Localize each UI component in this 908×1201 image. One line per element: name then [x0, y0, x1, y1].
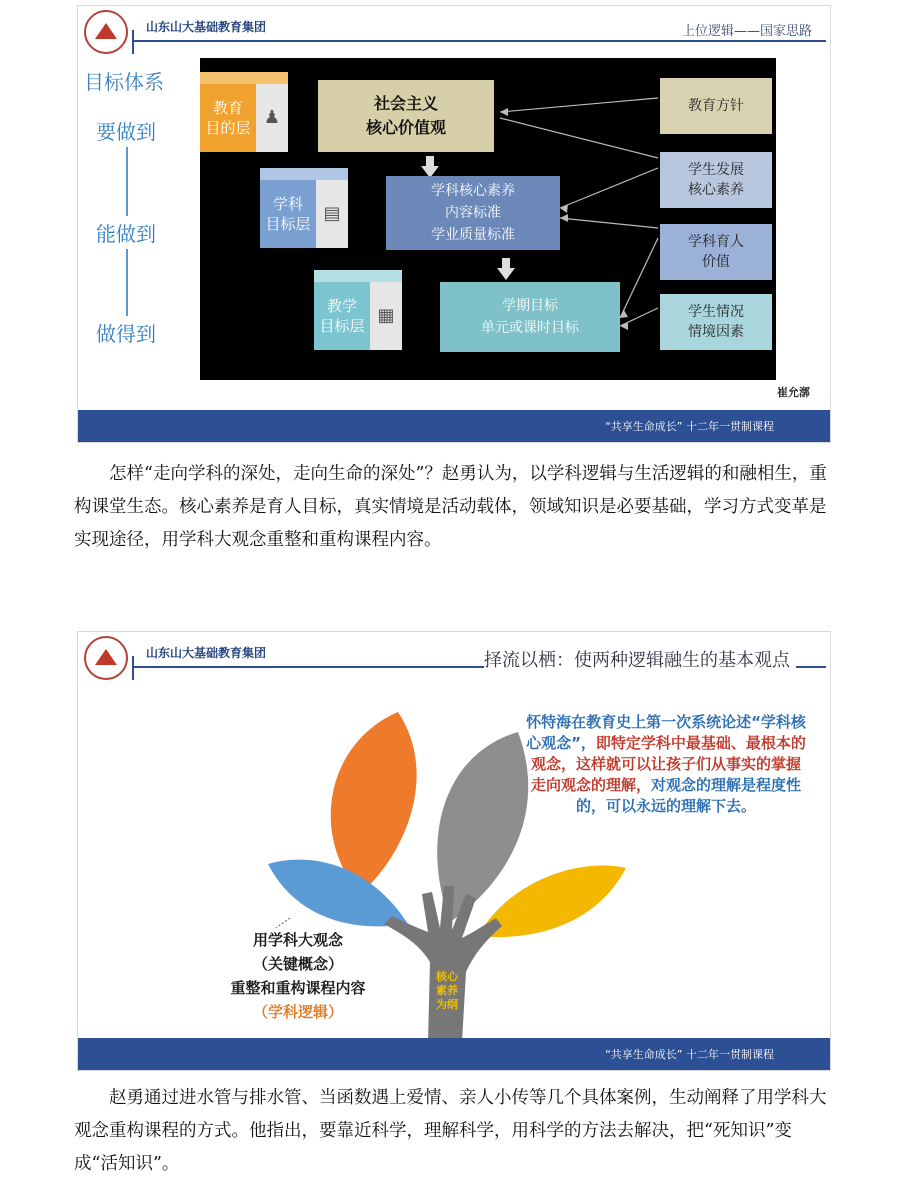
cube-subject-goal	[260, 168, 348, 248]
level-can: 能做到	[96, 216, 156, 249]
header-divider	[132, 30, 134, 54]
right-box-student-context: 学生情况 情境因素	[660, 294, 772, 350]
cube-teaching-goal	[314, 270, 402, 350]
subject-standards-box: 学科核心素养 内容标准 学业质量标准	[386, 176, 560, 250]
school-logo	[84, 10, 128, 54]
cube-label: 教学 目标层	[314, 282, 370, 350]
slide-two-logics	[78, 632, 830, 1070]
book-icon: ▤	[316, 180, 348, 248]
slide-title: 择流以栖：使两种逻辑融生的基本观点	[484, 646, 796, 672]
footer-text: “共享生命成长” 十二年一贯制课程	[605, 1048, 774, 1061]
slide-header	[78, 6, 830, 58]
slide-footer	[78, 1038, 830, 1070]
quote-part-1: 怀特海在教育史上第一次系统论述“学科核心观念”，	[526, 713, 806, 752]
right-box-core-competency: 学生发展 核心素养	[660, 152, 772, 208]
slide-footer	[78, 410, 830, 442]
people-icon: ♟	[256, 84, 288, 152]
article-paragraph-1	[74, 458, 834, 557]
whitehead-quote	[526, 712, 806, 817]
concept-subject-logic: （学科逻辑）	[252, 1003, 343, 1021]
concept-line: 重整和重构课程内容	[230, 979, 366, 997]
right-box-subject-value: 学科育人 价值	[660, 224, 772, 280]
blue-leaf	[268, 860, 408, 927]
author-name: 崔允漷	[777, 386, 810, 399]
hand-trunk	[384, 886, 502, 1042]
header-rule	[132, 40, 826, 42]
classroom-icon: ▦	[370, 282, 402, 350]
slide-subtitle: 上位逻辑——国家思路	[681, 24, 812, 39]
article-paragraph-2	[74, 1082, 834, 1181]
goal-diagram	[200, 58, 776, 380]
right-box-education-policy: 教育方针	[660, 78, 772, 134]
cube-label: 学科 目标层	[260, 180, 316, 248]
footer-text: “共享生命成长” 十二年一贯制课程	[605, 420, 774, 433]
slide-goal-system	[78, 6, 830, 442]
down-arrow-icon	[497, 268, 515, 280]
level-must: 要做到	[96, 114, 156, 147]
big-concept-text	[198, 928, 398, 1024]
core-values-box: 社会主义 核心价值观	[318, 80, 494, 152]
quote-part-2: 对观念的理解是程度性的，可以永远的理解下去。	[575, 776, 802, 815]
goal-system-title: 目标体系	[84, 70, 164, 94]
term-goals-box: 学期目标 单元或课时目标	[440, 282, 620, 352]
paragraph-text: 赵勇通过进水管与排水管、当函数遇上爱情、亲人小传等几个具体案例，生动阐释了用学科大观念重构课程的方式。他指出，要靠近科学，理解科学，用科学的方法去解决，把“死知识”变成“活知识”。	[74, 1088, 827, 1174]
cube-label: 教育 目的层	[200, 84, 256, 152]
concept-line: 用学科大观念	[252, 931, 343, 949]
quote-highlight: 即特定学科中最基础、最根本的观念，这样就可以让孩子们从事实的掌握走向观念的理解，	[530, 734, 806, 794]
paragraph-text: 怎样“走向学科的深处，走向生命的深处”？赵勇认为，以学科逻辑与生活逻辑的和融相生，重构课堂生态。核心素养是育人目标，真实情境是活动载体，领域知识是必要基础，学习方式变革是实现途径，用学科大观念重整和重构课程内容。	[74, 464, 827, 550]
core-competency-label: 核心素养为纲	[436, 970, 458, 1011]
pointer-line	[276, 918, 290, 928]
orange-leaf	[331, 712, 417, 894]
concept-line: （关键概念）	[252, 955, 343, 973]
level-achieved: 做得到	[96, 316, 156, 349]
org-name: 山东山大基础教育集团	[146, 646, 267, 660]
cube-education-purpose	[200, 72, 288, 152]
org-name: 山东山大基础教育集团	[146, 20, 267, 34]
